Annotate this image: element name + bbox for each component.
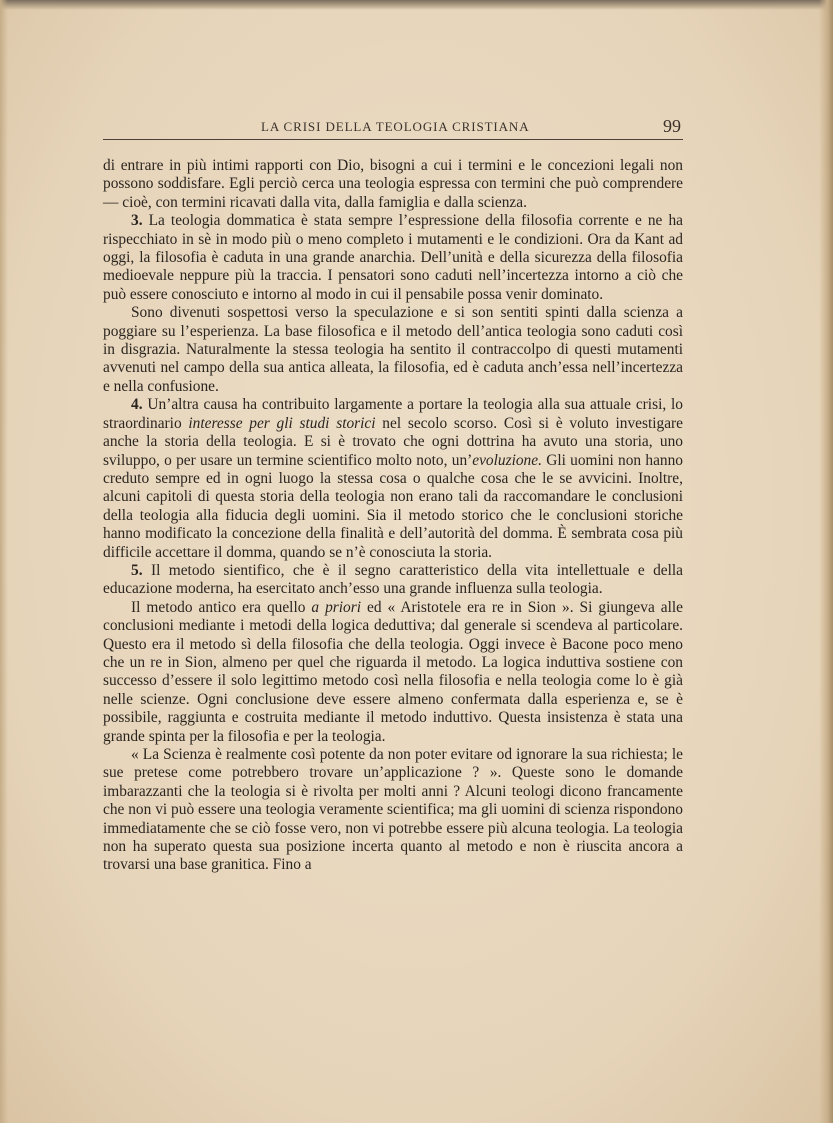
running-head: LA CRISI DELLA TEOLOGIA CRISTIANA [261,119,530,134]
paragraph-2 [103,212,683,304]
paragraph-text: nel secolo scorso. Così si è voluto investigare anche la storia della teologia. E si è trovato che ogni dottrina ha avuto una storia, uno sviluppo, o per usare un termine scientifico molto noto, un’ [103,414,683,469]
page-top-edge [0,0,833,10]
header-rule [103,139,683,140]
paragraph-italic-text: evoluzione. [472,451,542,469]
page-header [103,116,683,138]
paragraph-text: di entrare in più intimi rapporti con Dio, bisogni a cui i termini e le concezioni legali non possono soddisfare. Egli perciò cerca una teologia espressa con termini che può comprendere — cioè, con termini ricavati dalla vita, dalla famiglia e dalla scienza. [103,157,683,211]
paragraph-text: La teologia dommatica è stata sempre l’espressione della filosofia corrente e ne ha rispecchiato in sè in modo più o meno completo i mutamenti e le condizioni. Ora da Kant ad oggi, la filosofia è caduta in una grande anarchia. Dell’unità e della sicurezza della filosofia medioevale neppure più la traccia. I pensatori sono caduti nell’incertezza intorno a ciò che può essere conosciuto e intorno al modo in cui il pensabile possa venir dominato. [103,212,683,303]
paragraph-italic-text: a priori [311,598,362,616]
paragraph-number: 3. [131,212,143,230]
page-right-edge [819,0,833,1123]
paragraph-3 [103,304,683,396]
paragraph-text: Il metodo sientifico, che è il segno caratteristico della vita intellettuale e della educazione moderna, ha esercitato anch’esso una grande influenza sulla teologia. [103,561,683,598]
paragraph-number: 4. [131,396,143,414]
paragraph-5 [103,562,683,599]
paragraph-text: Un’altra causa ha contribuito largamente a portare la teologia alla sua attuale crisi, lo straordinario [103,396,683,432]
paragraph-text: Sono divenuti sospettosi verso la speculazione e si son sentiti spinti dalla scienza a poggiare su l’esperienza. La base filosofica e il metodo dell’antica teologia sono caduti così in disgrazia. Naturalmente la stessa teologia ha sentito il contraccolpo di questi mutamenti avvenuti nel campo della sua antica alleata, la filosofia, ed è caduta anch’essa nell’incertezza e nella confusione. [103,304,683,395]
page-left-edge [0,0,8,1123]
paragraph-text: Il metodo antico era quello [131,598,312,616]
page-number: 99 [663,116,681,136]
paragraph-text: ed « Aristotele era re in Sion ». Si giungeva alle conclusioni mediante i metodi della logica deduttiva; dal generale si scendeva al particolare. Questo era il metodo sì della filosofia che della teologia. Oggi invece è Bacone poco meno che un re in Sion, almeno per quel che riguarda il metodo. La logica induttiva sostiene con successo d’essere il solo legittimo metodo così nella filosofia e nella teologia come lo è già nelle scienze. Ogni conclusione deve essere almeno confermata dalla esperienza e, se è possibile, raggiunta e costruita mediante il metodo induttivo. Questa insistenza è stata una grande spinta per la filosofia e per la teologia. [103,598,683,745]
paragraph-text: « La Scienza è realmente così potente da non poter evitare od ignorare la sua richiesta; le sue pretese come potrebbero trovare un’applicazione ? ». Queste sono le domande imbarazzanti che la teologia si è rivolta per molti anni ? Alcuni teologi dicono francamente che non vi può essere una teologia veramente scientifica; ma gli uomini di scienza rispondono immediatamente che se ciò fosse vero, non vi potrebbe essere più alcuna teologia. La teologia non ha superato questa sua posizione incerta quanto al metodo e non è riuscita ancora a trovarsi una base granitica. Fino a [103,746,683,874]
paragraph-4 [103,396,683,562]
paragraph-1 [103,157,683,212]
paragraph-number: 5. [131,561,143,579]
body-text [103,157,683,875]
paragraph-7 [103,746,683,875]
paragraph-text: Gli uomini non hanno creduto sempre ed in ogni luogo la stessa cosa o qualche cosa che le se avvicini. Inoltre, alcuni capitoli di questa storia della teologia non erano tali da raccomandare le conclusioni della teologia alla fiducia degli uomini. Sia il metodo storico che le conclusioni storiche hanno modificato la concezione della finalità e dell’autorità del domma. È sembrata cosa più difficile accettare il domma, quando se n’è conosciuta la storia. [103,451,683,561]
paragraph-italic-text: interesse per gli studi storici [188,414,376,432]
paragraph-6 [103,599,683,746]
